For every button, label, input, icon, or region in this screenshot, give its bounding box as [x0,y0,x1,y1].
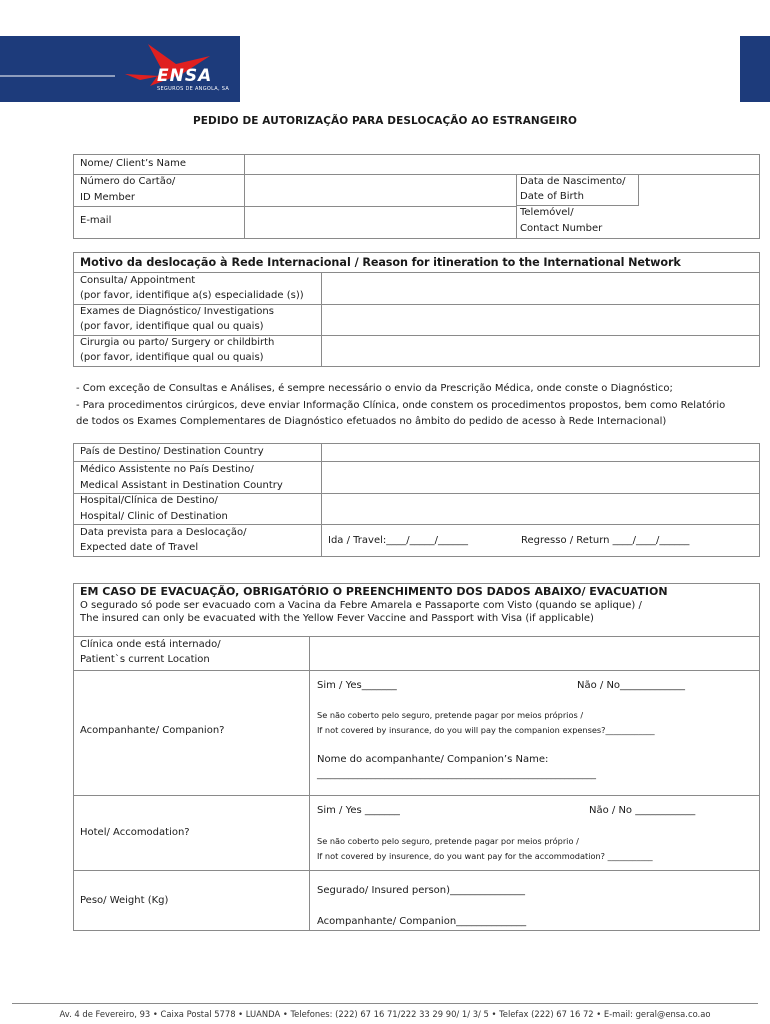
page-title: PEDIDO DE AUTORIZAÇÃO PARA DESLOCAÇÃO AO ESTRANGEIRO [192,115,578,127]
birth-date-label: Data de Nascimento/ [520,176,626,187]
exams-field[interactable] [322,305,759,334]
consult-hint: (por favor, identifique a(s) especialidade (s)) [80,290,304,301]
surgery-hint: (por favor, identifique qual ou quais) [80,352,264,363]
note-line-1: - Com exceção de Consultas e Análises, é sempre necessário o envio da Prescrição Médica, onde conste o Diagnóstico; [76,383,673,394]
header-tab [740,36,770,102]
surgery-field[interactable] [322,336,759,366]
companion-yes-field[interactable]: Sim / Yes_______ [317,680,397,691]
birth-date-label-en: Date of Birth [520,191,584,202]
brand-name: ENSA [157,66,213,86]
reason-heading [80,255,681,271]
doctor-label-en: Medical Assistant in Destination Country [80,480,283,491]
footer-divider [12,1003,758,1004]
doctor-field[interactable] [322,462,759,492]
phone-field[interactable] [639,206,759,238]
email-field[interactable] [245,207,515,238]
email-label: E-mail [80,215,112,226]
card-number-label: Número do Cartão/ [80,176,176,187]
companion-pay-question-en[interactable]: If not covered by insurance, do you will pay the companion expenses?____________ [317,725,655,735]
hospital-label: Hospital/Clínica de Destino/ [80,495,218,506]
clinic-field[interactable] [310,637,759,669]
weight-companion-field[interactable]: Acompanhante/ Companion______________ [317,916,527,927]
companion-no-field[interactable]: Não / No_____________ [577,680,686,691]
evacuation-subtitle-en: The insured can only be evacuated with the Yellow Fever Vaccine and Passport with Visa (if applicable) [80,613,594,624]
notes [76,381,746,431]
clinic-label: Clínica onde está internado/ [80,639,221,650]
hospital-field[interactable] [322,494,759,523]
weight-label: Peso/ Weight (Kg) [80,895,169,906]
evacuation-heading: EM CASO DE EVACUAÇÃO, OBRIGATÓRIO O PREENCHIMENTO DOS DADOS ABAIXO/ EVACUATION [80,585,668,598]
hotel-pay-question-en[interactable]: If not covered by insurence, do you want pay for the accommodation? ___________ [317,851,653,861]
hotel-label: Hotel/ Accomodation? [80,827,190,838]
footer-contact: Av. 4 de Fevereiro, 93 • Caixa Postal 5778 • LUANDA • Telefones: (222) 67 16 71/222 33 29 90/ 1/ 3/ 5 • Telefax (222) 67 16 72 • E-mail: geral@ensa.co.ao [59,1009,711,1019]
reason-heading-pt: Motivo da deslocação à Rede Internacional [80,256,351,269]
consult-label: Consulta/ Appointment [80,275,196,286]
exams-label: Exames de Diagnóstico/ Investigations [80,306,274,317]
hospital-label-en: Hospital/ Clinic of Destination [80,511,228,522]
card-number-field[interactable] [245,175,515,205]
birth-date-field[interactable] [639,175,759,205]
client-name-field[interactable] [245,155,759,173]
weight-insured-field[interactable]: Segurado/ Insured person)_______________ [317,885,526,896]
hotel-yes-field[interactable]: Sim / Yes _______ [317,805,400,816]
outbound-date-field[interactable]: Ida / Travel:____/_____/______ [328,535,468,546]
evacuation-subtitle: O segurado só pode ser evacuado com a Vacina da Febre Amarela e Passaporte com Visto (quando se aplique) / [80,600,642,611]
consult-field[interactable] [322,273,759,303]
travel-date-label-en: Expected date of Travel [80,542,199,553]
hotel-pay-question: Se não coberto pelo seguro, pretende pagar por meios próprio / [317,836,579,846]
companion-pay-question: Se não coberto pelo seguro, pretende pagar por meios próprios / [317,710,584,720]
phone-label: Telemóvel/ [520,207,574,218]
clinic-label-en: Patient`s current Location [80,654,210,665]
note-line-3: de todos os Exames Complementares de Diagnóstico efetuados no âmbito do pedido de acesso à Rede Internacional) [76,416,667,427]
companion-label: Acompanhante/ Companion? [80,725,225,736]
destination-country-field[interactable] [322,444,759,460]
card-number-label-en: ID Member [80,192,135,203]
companion-name-label: Nome do acompanhante/ Companion’s Name: [317,754,549,765]
brand-tagline: SEGUROS DE ANGOLA, SA [157,86,230,92]
client-name-label: Nome/ Client’s Name [80,158,187,169]
doctor-label: Médico Assistente no País Destino/ [80,464,254,475]
return-date-field[interactable]: Regresso / Return ____/____/______ [521,535,690,546]
surgery-label: Cirurgia ou parto/ Surgery or childbirth [80,337,275,348]
companion-name-field[interactable]: ______________________________________________________________ [317,770,596,780]
travel-date-label: Data prevista para a Deslocação/ [80,527,247,538]
hotel-no-field[interactable]: Não / No ____________ [589,805,696,816]
phone-label-en: Contact Number [520,223,603,234]
destination-country-label: País de Destino/ Destination Country [80,446,264,457]
note-line-2: - Para procedimentos cirúrgicos, deve enviar Informação Clínica, onde constem os procedimentos propostos, bem como Relatório [76,399,726,411]
reason-heading-en: / Reason for itineration to the International Network [350,256,681,269]
exams-hint: (por favor, identifique qual ou quais) [80,321,264,332]
